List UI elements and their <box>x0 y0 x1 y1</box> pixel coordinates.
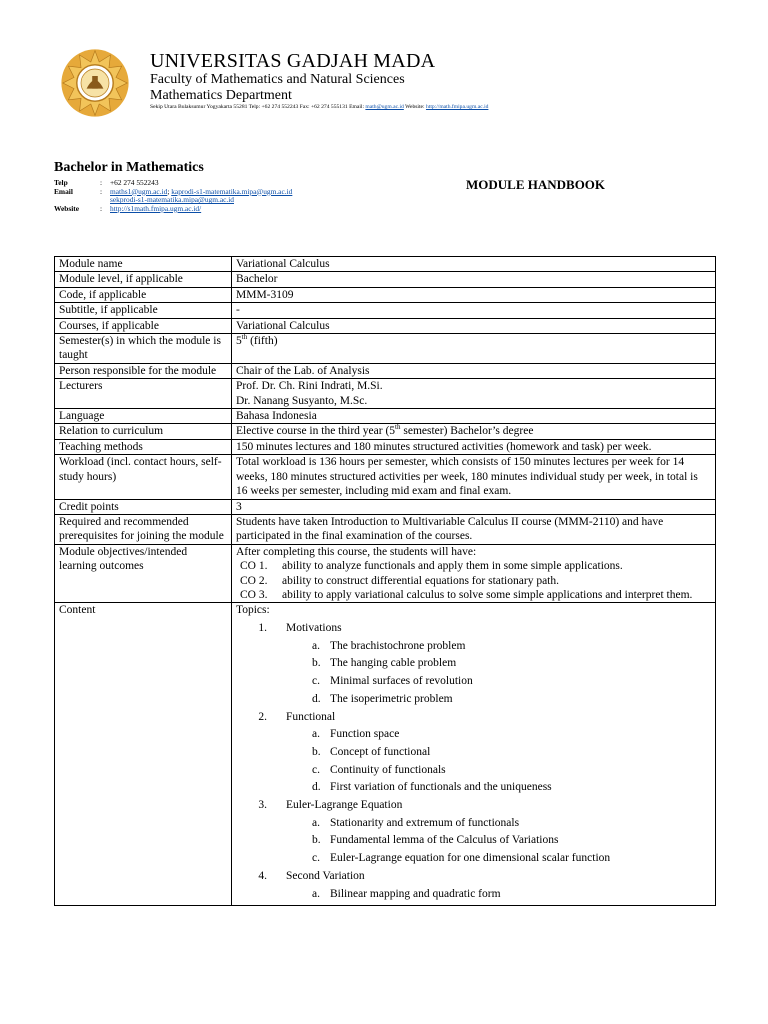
subtopic-letter: a. <box>312 887 320 900</box>
row-label: Module name <box>55 257 232 272</box>
row-label: Required and recommended prerequisites for joining the module <box>55 514 232 544</box>
subtopic-text: The hanging cable problem <box>330 657 457 670</box>
table-row <box>55 544 716 603</box>
list-item <box>236 851 711 865</box>
row-value: - <box>232 303 716 318</box>
module-handbook-title: MODULE HANDBOOK <box>466 177 606 192</box>
subtopic-text: Concept of functional <box>330 745 431 758</box>
email-link-3[interactable]: sekprodi-s1-matematika.mipa@ugm.ac.id <box>110 195 234 205</box>
list-item <box>236 574 711 588</box>
row-value: Students have taken Introduction to Multivariable Calculus II course (MMM-2110) and have participated in the final examination of the courses. <box>232 514 716 544</box>
table-row <box>55 287 716 302</box>
subtopic-letter: a. <box>312 816 320 829</box>
table-row <box>55 257 716 272</box>
table-row <box>55 379 716 409</box>
list-item <box>236 816 711 830</box>
subtopic-text: Function space <box>330 728 400 741</box>
subtopic-text: Stationarity and extremum of functionals <box>330 816 520 829</box>
row-label: Module objectives/intended learning outcomes <box>55 544 232 603</box>
subtopic-text: Fundamental lemma of the Calculus of Variations <box>330 834 559 847</box>
list-item <box>236 639 711 653</box>
row-value <box>232 603 716 906</box>
lecturer-1: Prof. Dr. Ch. Rini Indrati, M.Si. <box>236 380 383 393</box>
address-text: Sekip Utara Bulaksumur Yogyakarta 55281 Telp: +62 274 552243 Fax: +62 274 555131 Email: <box>150 104 366 110</box>
row-value <box>232 379 716 409</box>
subtopic-letter: b. <box>312 834 321 847</box>
subtopic-letter: b. <box>312 745 321 758</box>
subtopic-letter: a. <box>312 639 320 652</box>
subtopic-letter: d. <box>312 781 321 794</box>
table-row <box>55 303 716 318</box>
semester-suffix: th <box>241 333 248 342</box>
table-row <box>55 409 716 424</box>
row-value: Chair of the Lab. of Analysis <box>232 363 716 378</box>
row-value: 150 minutes lectures and 180 minutes structured activities (homework and task) per week. <box>232 439 716 454</box>
subtopic-letter: c. <box>312 852 320 865</box>
website-label: Website <box>54 203 80 213</box>
lecturer-2: Dr. Nanang Susyanto, M.Sc. <box>236 394 368 407</box>
row-label: Teaching methods <box>55 439 232 454</box>
row-label: Relation to curriculum <box>55 424 232 439</box>
university-name: UNIVERSITAS GADJAH MADA <box>150 50 436 72</box>
subtopic-text: The isoperimetric problem <box>330 692 453 705</box>
row-value <box>232 334 716 364</box>
university-seal-logo <box>60 48 130 118</box>
address-website-link[interactable]: http://math.fmipa.ugm.ac.id <box>425 104 489 110</box>
row-value <box>232 544 716 603</box>
list-item <box>236 745 711 759</box>
co-text: ability to apply variational calculus to solve some simple applications and interpret them. <box>282 588 693 601</box>
topic-number: 1. <box>258 622 267 635</box>
relation-text-a: Elective course in the third year (5 <box>236 425 396 438</box>
objectives-intro: After completing this course, the students will have: <box>236 545 477 558</box>
table-row <box>55 363 716 378</box>
program-contact-info <box>54 179 292 213</box>
row-label: Workload (incl. contact hours, self-study hours) <box>55 455 232 499</box>
topic-number: 4. <box>258 869 267 882</box>
row-value: Bachelor <box>232 272 716 287</box>
subtopic-letter: d. <box>312 692 321 705</box>
program-title: Bachelor in Mathematics <box>54 160 204 175</box>
colon: : <box>100 203 103 213</box>
subtopic-text: The brachistochrone problem <box>330 639 466 652</box>
row-label: Courses, if applicable <box>55 318 232 333</box>
email-link-2[interactable]: kaprodi-s1-matematika.mipa@ugm.ac.id <box>171 186 293 196</box>
relation-text-b: semester) Bachelor’s degree <box>400 425 534 438</box>
list-item <box>236 798 711 812</box>
relation-suffix: th <box>395 423 401 432</box>
table-row <box>55 318 716 333</box>
list-item <box>236 763 711 777</box>
list-item <box>236 621 711 635</box>
faculty-name: Faculty of Mathematics and Natural Sciences <box>150 72 405 87</box>
list-item <box>236 780 711 794</box>
subtopic-letter: c. <box>312 763 320 776</box>
subtopic-text: Bilinear mapping and quadratic form <box>330 887 501 900</box>
subtopic-text: Minimal surfaces of revolution <box>330 675 473 688</box>
table-row <box>55 439 716 454</box>
subtopic-text: Continuity of functionals <box>330 763 446 776</box>
row-label: Subtitle, if applicable <box>55 303 232 318</box>
topic-title: Euler-Lagrange Equation <box>286 799 403 812</box>
co-text: ability to analyze functionals and apply them in some simple applications. <box>282 560 623 573</box>
table-row <box>55 334 716 364</box>
row-value: Total workload is 136 hours per semester, which consists of 150 minutes lectures per week for 14 weeks, 180 minutes structured activities per week, 180 minutes individual study per week, in total is 16 weeks per semester, including mid exam and final exam. <box>232 455 716 499</box>
department-name: Mathematics Department <box>150 88 292 103</box>
email-label: Email <box>54 186 73 196</box>
list-item <box>236 887 711 901</box>
list-item <box>236 674 711 688</box>
row-value: MMM-3109 <box>232 287 716 302</box>
colon: : <box>100 186 103 196</box>
table-row <box>55 424 716 439</box>
subtopic-letter: a. <box>312 728 320 741</box>
module-table <box>54 256 716 906</box>
list-item <box>236 869 711 883</box>
list-item <box>236 833 711 847</box>
content-intro: Topics: <box>236 604 270 617</box>
address-website-label: Website: <box>403 104 426 110</box>
row-label: Semester(s) in which the module is taught <box>55 334 232 364</box>
table-row <box>55 514 716 544</box>
table-row <box>55 603 716 906</box>
row-value <box>232 424 716 439</box>
table-row <box>55 455 716 499</box>
row-label: Credit points <box>55 499 232 514</box>
row-label: Person responsible for the module <box>55 363 232 378</box>
topic-number: 3. <box>258 799 267 812</box>
row-label: Content <box>55 603 232 906</box>
co-code: CO 3. <box>240 588 268 601</box>
subtopic-letter: b. <box>312 657 321 670</box>
subtopic-text: Euler-Lagrange equation for one dimensional scalar function <box>330 852 611 865</box>
website-link[interactable]: http://s1math.fmipa.ugm.ac.id/ <box>110 203 202 213</box>
topic-number: 2. <box>258 710 267 723</box>
list-item <box>236 727 711 741</box>
email-separator: ; <box>167 186 172 196</box>
letterhead-address <box>150 104 488 110</box>
telp-value: +62 274 552243 <box>110 178 159 187</box>
row-value: 3 <box>232 499 716 514</box>
subtopic-text: First variation of functionals and the uniqueness <box>330 781 552 794</box>
row-value: Bahasa Indonesia <box>232 409 716 424</box>
telp-label: Telp <box>54 178 68 187</box>
row-label: Code, if applicable <box>55 287 232 302</box>
topic-title: Second Variation <box>286 869 365 882</box>
table-row <box>55 272 716 287</box>
row-value: Variational Calculus <box>232 257 716 272</box>
row-value: Variational Calculus <box>232 318 716 333</box>
co-code: CO 1. <box>240 560 268 573</box>
address-email-link[interactable]: math@ugm.ac.id <box>365 104 404 110</box>
list-item <box>236 692 711 706</box>
table-row <box>55 499 716 514</box>
semester-number: 5 <box>236 335 242 348</box>
semester-word: (fifth) <box>247 335 278 348</box>
list-item <box>236 656 711 670</box>
list-item <box>236 588 711 602</box>
list-item <box>236 559 711 573</box>
subtopic-letter: c. <box>312 675 320 688</box>
email-link-1[interactable]: maths1@ugm.ac.id <box>110 186 168 196</box>
row-label: Lecturers <box>55 379 232 409</box>
topic-title: Functional <box>286 710 336 723</box>
list-item <box>236 710 711 724</box>
topic-title: Motivations <box>286 622 342 635</box>
row-label: Module level, if applicable <box>55 272 232 287</box>
co-text: ability to construct differential equations for stationary path. <box>282 574 559 587</box>
row-label: Language <box>55 409 232 424</box>
colon: : <box>100 178 103 187</box>
co-code: CO 2. <box>240 574 268 587</box>
